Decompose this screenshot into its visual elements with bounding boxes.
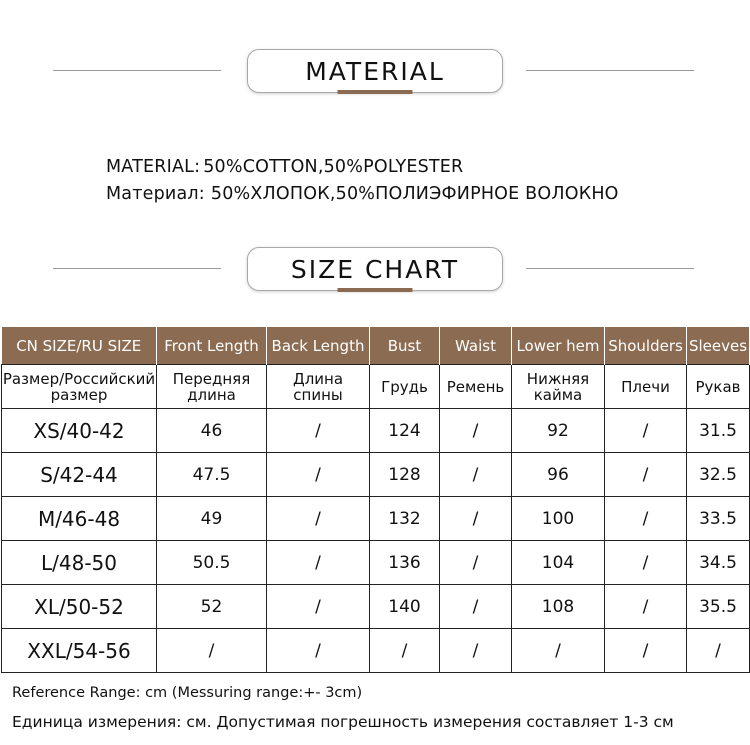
shoulders-cell: /	[605, 409, 687, 453]
sleeves-cell: 34.5	[687, 541, 750, 585]
col-header-ru-size	[2, 365, 157, 409]
table-row	[2, 409, 750, 453]
col-header-sleeves: Sleeves	[687, 327, 750, 365]
back-length-cell: /	[267, 409, 370, 453]
front-length-cell: 52	[157, 585, 267, 629]
size-cell: M/46-48	[2, 497, 157, 541]
lower-hem-cell: 100	[512, 497, 605, 541]
material-en-value: 50%COTTON,50%POLYESTER	[203, 157, 464, 177]
col-header-ru-front-length	[157, 365, 267, 409]
size-chart-section-title	[247, 247, 503, 291]
col-header-ru-shoulders	[605, 365, 687, 409]
size-cell: S/42-44	[2, 453, 157, 497]
size-cell: L/48-50	[2, 541, 157, 585]
size-cell: XL/50-52	[2, 585, 157, 629]
material-ru-value: 50%ХЛОПОК,50%ПОЛИЭФИРНОЕ ВОЛОКНО	[210, 184, 619, 204]
bust-cell: 132	[370, 497, 440, 541]
header-row-ru	[2, 365, 750, 409]
col-header-lower-hem: Lower hem	[512, 327, 605, 365]
col-header-ru-bust	[370, 365, 440, 409]
table-row	[2, 541, 750, 585]
col-header-front-length: Front Length	[157, 327, 267, 365]
back-length-cell: /	[267, 585, 370, 629]
waist-cell: /	[440, 541, 512, 585]
material-en-row	[106, 157, 463, 177]
material-section-title	[247, 49, 503, 93]
size-chart-title-underline	[338, 288, 413, 292]
table-row	[2, 585, 750, 629]
sleeves-cell: 35.5	[687, 585, 750, 629]
col-header-bust: Bust	[370, 327, 440, 365]
col-header-ru-lower-hem-text: Нижняя кайма	[526, 369, 590, 404]
lower-hem-cell: 92	[512, 409, 605, 453]
col-header-ru-waist-text: Ремень	[446, 377, 505, 396]
col-header-ru-back-length-text: Длина спины	[292, 369, 344, 404]
waist-cell: /	[440, 497, 512, 541]
header-row-en	[2, 327, 750, 365]
col-header-ru-waist	[440, 365, 512, 409]
lower-hem-cell: 108	[512, 585, 605, 629]
size-cell: XS/40-42	[2, 409, 157, 453]
table-row	[2, 629, 750, 673]
col-header-shoulders: Shoulders	[605, 327, 687, 365]
reference-range-note: Reference Range: cm (Messuring range:+- 3cm)	[12, 685, 363, 701]
back-length-cell: /	[267, 541, 370, 585]
material-divider-right	[526, 70, 694, 71]
material-title-text: MATERIAL	[305, 56, 445, 86]
lower-hem-cell: 96	[512, 453, 605, 497]
back-length-cell: /	[267, 497, 370, 541]
shoulders-cell: /	[605, 453, 687, 497]
front-length-cell: /	[157, 629, 267, 673]
lower-hem-cell: /	[512, 629, 605, 673]
size-chart-table	[1, 327, 750, 673]
col-header-ru-front-length-text: Передняя длина	[172, 369, 251, 404]
bust-cell: 136	[370, 541, 440, 585]
front-length-cell: 50.5	[157, 541, 267, 585]
waist-cell: /	[440, 629, 512, 673]
material-ru-row	[106, 184, 619, 204]
waist-cell: /	[440, 409, 512, 453]
col-header-ru-bust-text: Грудь	[381, 377, 428, 396]
col-header-waist: Waist	[440, 327, 512, 365]
back-length-cell: /	[267, 453, 370, 497]
col-header-ru-sleeves	[687, 365, 750, 409]
waist-cell: /	[440, 453, 512, 497]
shoulders-cell: /	[605, 497, 687, 541]
shoulders-cell: /	[605, 629, 687, 673]
bust-cell: 124	[370, 409, 440, 453]
sleeves-cell: 33.5	[687, 497, 750, 541]
waist-cell: /	[440, 585, 512, 629]
size-divider-left	[53, 268, 221, 269]
size-cell: XXL/54-56	[2, 629, 157, 673]
size-chart-title-text: SIZE CHART	[290, 254, 460, 284]
bust-cell: /	[370, 629, 440, 673]
shoulders-cell: /	[605, 541, 687, 585]
sleeves-cell: 32.5	[687, 453, 750, 497]
sleeves-cell: /	[687, 629, 750, 673]
front-length-cell: 46	[157, 409, 267, 453]
col-header-ru-sleeves-text: Рукав	[695, 377, 741, 396]
shoulders-cell: /	[605, 585, 687, 629]
col-header-back-length: Back Length	[267, 327, 370, 365]
col-header-ru-lower-hem	[512, 365, 605, 409]
material-divider-left	[53, 70, 221, 71]
sleeves-cell: 31.5	[687, 409, 750, 453]
back-length-cell: /	[267, 629, 370, 673]
col-header-ru-size-text: Размер/Российский размер	[2, 369, 156, 404]
material-title-underline	[338, 90, 413, 94]
col-header-ru-shoulders-text: Плечи	[621, 377, 670, 396]
material-ru-label: Материал:	[106, 184, 205, 204]
table-row	[2, 497, 750, 541]
lower-hem-cell: 104	[512, 541, 605, 585]
material-en-label: MATERIAL:	[106, 157, 201, 177]
col-header-ru-back-length	[267, 365, 370, 409]
bust-cell: 128	[370, 453, 440, 497]
bust-cell: 140	[370, 585, 440, 629]
front-length-cell: 49	[157, 497, 267, 541]
size-divider-right	[526, 268, 694, 269]
table-row	[2, 453, 750, 497]
size-table-body	[2, 365, 750, 673]
measurement-note-ru: Единица измерения: см. Допустимая погрешность измерения составляет 1-3 см	[12, 713, 674, 731]
front-length-cell: 47.5	[157, 453, 267, 497]
col-header-size: CN SIZE/RU SIZE	[2, 327, 157, 365]
